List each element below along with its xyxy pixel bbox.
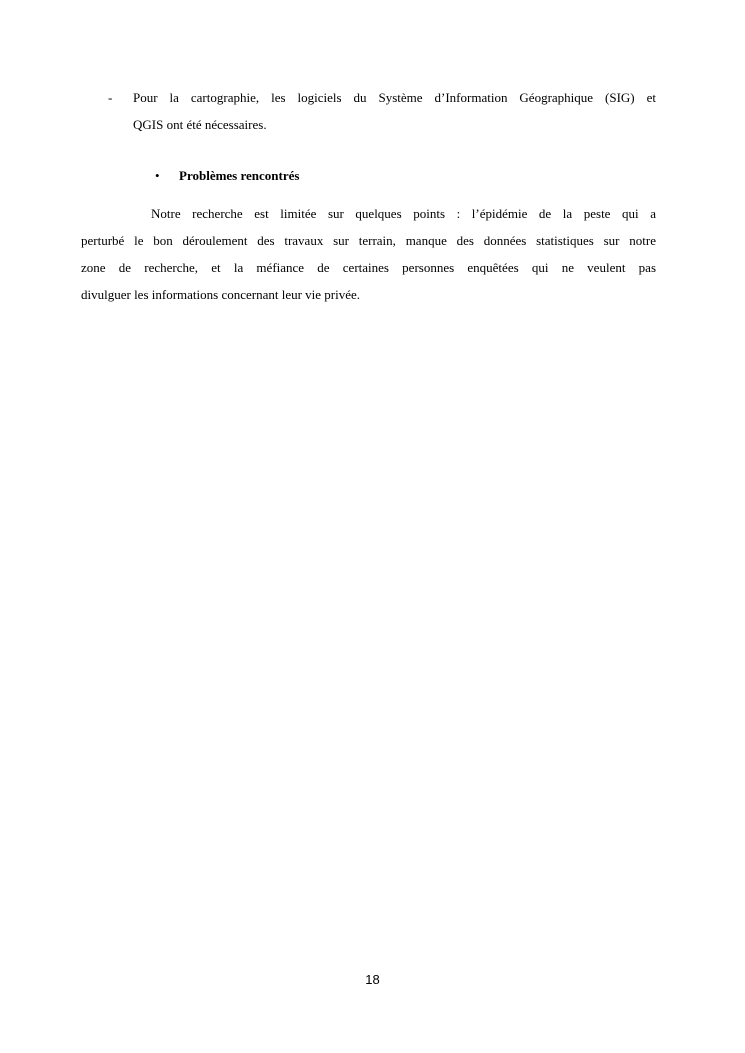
bullet-icon: •	[155, 168, 160, 183]
paragraph-line-2: perturbé le bon déroulement des travaux sur terrain, manque des données statistiques sur notre	[81, 233, 656, 248]
paragraph-line-4: divulguer les informations concernant leur vie privée.	[81, 287, 361, 302]
section-heading	[155, 166, 299, 186]
dash-marker: -	[108, 90, 113, 105]
section-heading-text: Problèmes rencontrés	[179, 168, 300, 183]
dash-list-line-1: Pour la cartographie, les logiciels du Système d’Information Géographique (SIG) et	[133, 90, 656, 105]
paragraph-line-3: zone de recherche, et la méfiance de certaines personnes enquêtées qui ne veulent pas	[81, 260, 656, 275]
dash-list-line-2: QGIS ont été nécessaires.	[133, 117, 267, 132]
paragraph-line-1: Notre recherche est limitée sur quelques points : l’épidémie de la peste qui a	[151, 206, 656, 221]
page-number: 18	[365, 972, 380, 987]
dash-list-text	[133, 88, 656, 135]
body-paragraph	[81, 204, 656, 312]
